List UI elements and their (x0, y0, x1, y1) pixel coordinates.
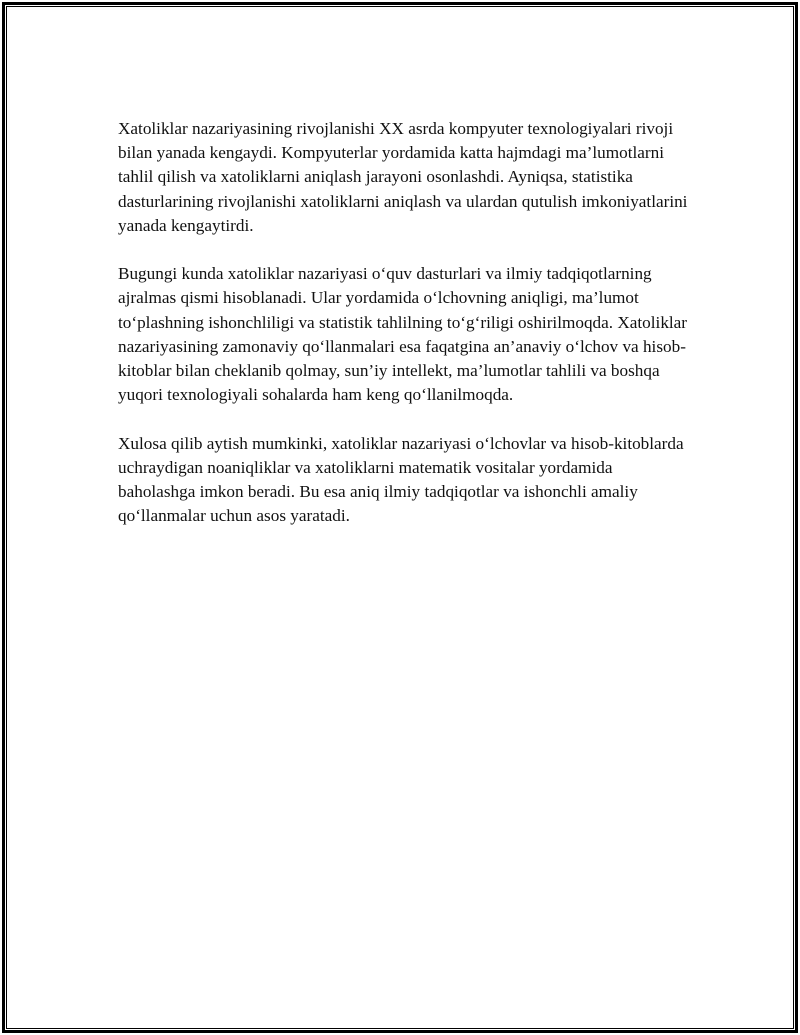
document-body (118, 117, 690, 553)
paragraph-2: Bugungi kunda xatoliklar nazariyasi o‘quv dasturlari va ilmiy tadqiqotlarning ajralmas qismi hisoblanadi. Ular yordamida o‘lchovning aniqligi, ma’lumot to‘plashning ishonchliligi va statistik tahlilning to‘g‘riligi oshirilmoqda. Xatoliklar nazariyasining zamonaviy qo‘llanmalari esa faqatgina an’anaviy o‘lchov va hisob-kitoblar bilan cheklanib qolmay, sun’iy intellekt, ma’lumotlar tahlili va boshqa yuqori texnologiyali sohalarda ham keng qo‘llanilmoqda. (118, 264, 688, 405)
paragraph-3: Xulosa qilib aytish mumkinki, xatoliklar nazariyasi o‘lchovlar va hisob-kitoblarda uchraydigan noaniqliklar va xatoliklarni matematik vositalar yordamida baholashga imkon beradi. Bu esa aniq ilmiy tadqiqotlar va ishonchli amaliy qo‘llanmalar uchun asos yaratadi. (118, 433, 684, 526)
paragraph-1: Xatoliklar nazariyasining rivojlanishi XX asrda kompyuter texnologiyalari rivoji bilan yanada kengaydi. Kompyuterlar yordamida katta hajmdagi ma’lumotlarni tahlil qilish va xatoliklarni aniqlash jarayoni osonlashdi. Ayniqsa, statistika dasturlarining rivojlanishi xatoliklarni aniqlash va ulardan qutulish imkoniyatlarini yanada kengaytirdi. (118, 119, 688, 235)
